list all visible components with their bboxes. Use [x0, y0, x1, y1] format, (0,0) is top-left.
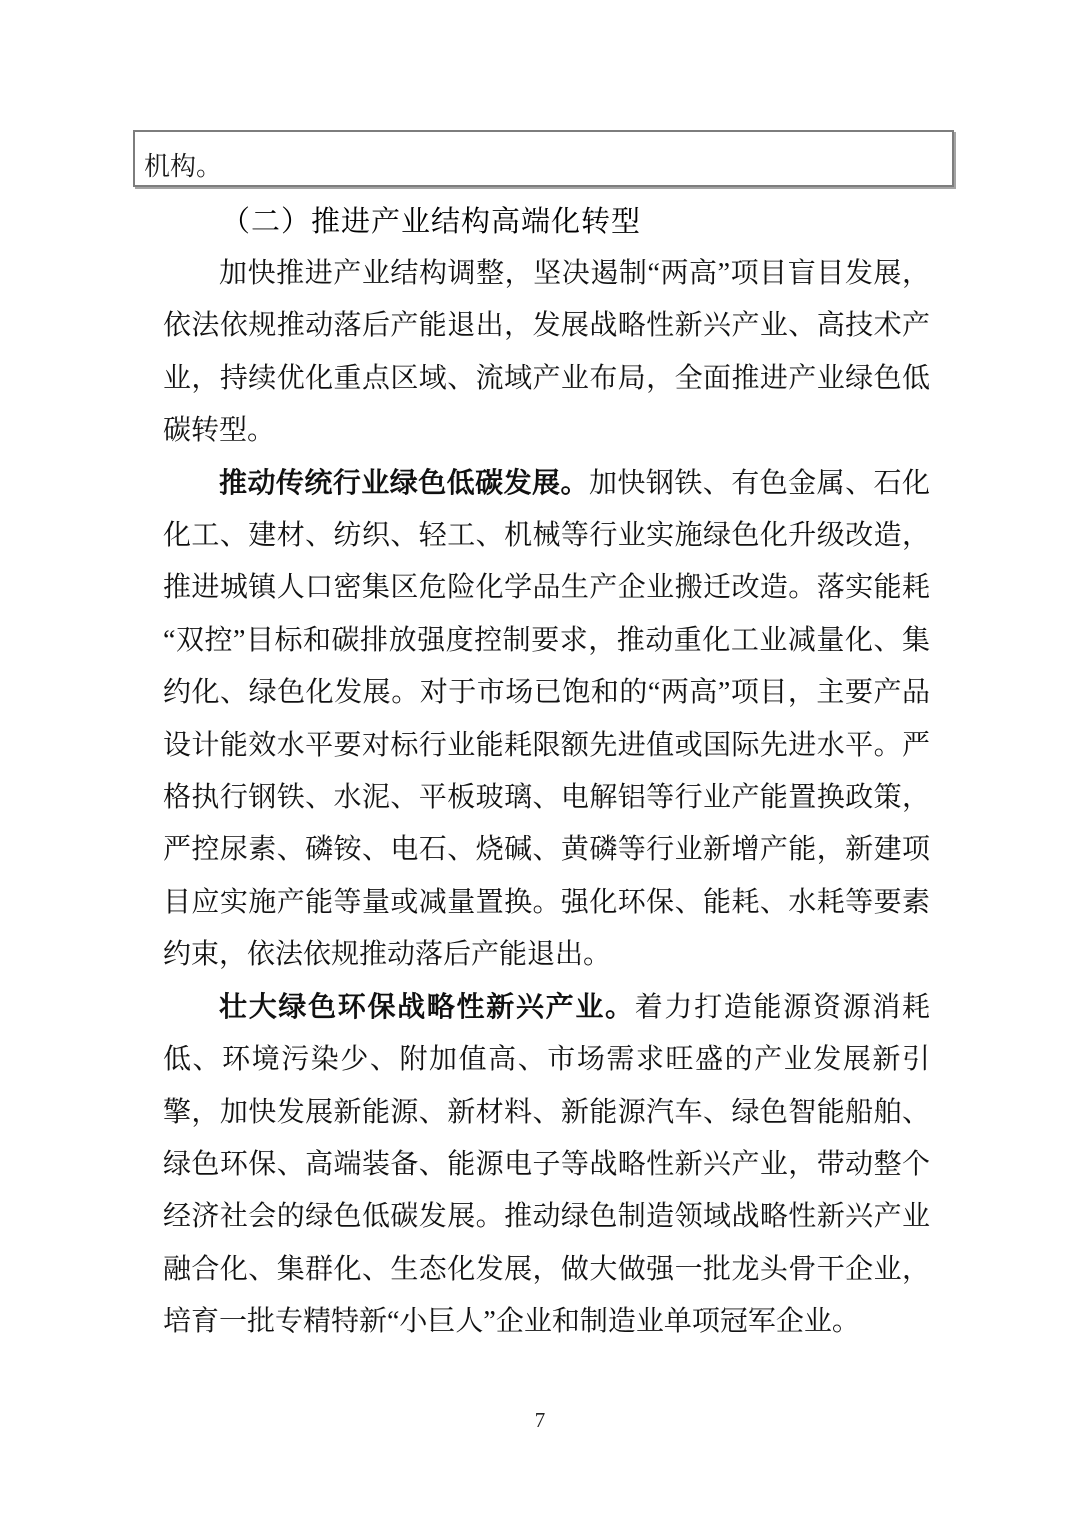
paragraph	[163, 248, 930, 458]
paragraph-text: 着力打造能源资源消耗低、环境污染少、附加值高、市场需求旺盛的产业发展新引擎，加快发展新能源、新材料、新能源汽车、绿色智能船舶、绿色环保、高端装备、能源电子等战略性新兴产业，带动整个经济社会的绿色低碳发展。推动绿色制造领域战略性新兴产业融合化、集群化、生态化发展，做大做强一批龙头骨干企业，培育一批专精特新“小巨人”企业和制造业单项冠军企业。	[163, 991, 930, 1338]
document-body	[163, 196, 930, 1349]
paragraph-bold-lead: 推动传统行业绿色低碳发展。	[219, 467, 589, 499]
paragraph-text: 加快钢铁、有色金属、石化化工、建材、纺织、轻工、机械等行业实施绿色化升级改造，推进城镇人口密集区危险化学品生产企业搬迁改造。落实能耗“双控”目标和碳排放强度控制要求，推动重化工业减量化、集约化、绿色化发展。对于市场已饱和的“两高”项目，主要产品设计能效水平要对标行业能耗限额先进值或国际先进水平。严格执行钢铁、水泥、平板玻璃、电解铝等行业产能置换政策，严控尿素、磷铵、电石、烧碱、黄磷等行业新增产能，新建项目应实施产能等量或减量置换。强化环保、能耗、水耗等要素约束，依法依规推动落后产能退出。	[163, 467, 930, 971]
section-heading: （二）推进产业结构高端化转型	[221, 206, 642, 238]
paragraph	[163, 982, 930, 1349]
page-number: 7	[534, 1408, 546, 1432]
paragraph-bold-lead: 壮大绿色环保战略性新兴产业。	[219, 991, 635, 1023]
continuation-text-box	[133, 130, 954, 187]
paragraph	[163, 458, 930, 982]
paragraph-text: 加快推进产业结构调整，坚决遏制“两高”项目盲目发展，依法依规推动落后产能退出，发展战略性新兴产业、高技术产业，持续优化重点区域、流域产业布局，全面推进产业绿色低碳转型。	[163, 258, 930, 447]
continuation-text: 机构。	[144, 152, 223, 181]
